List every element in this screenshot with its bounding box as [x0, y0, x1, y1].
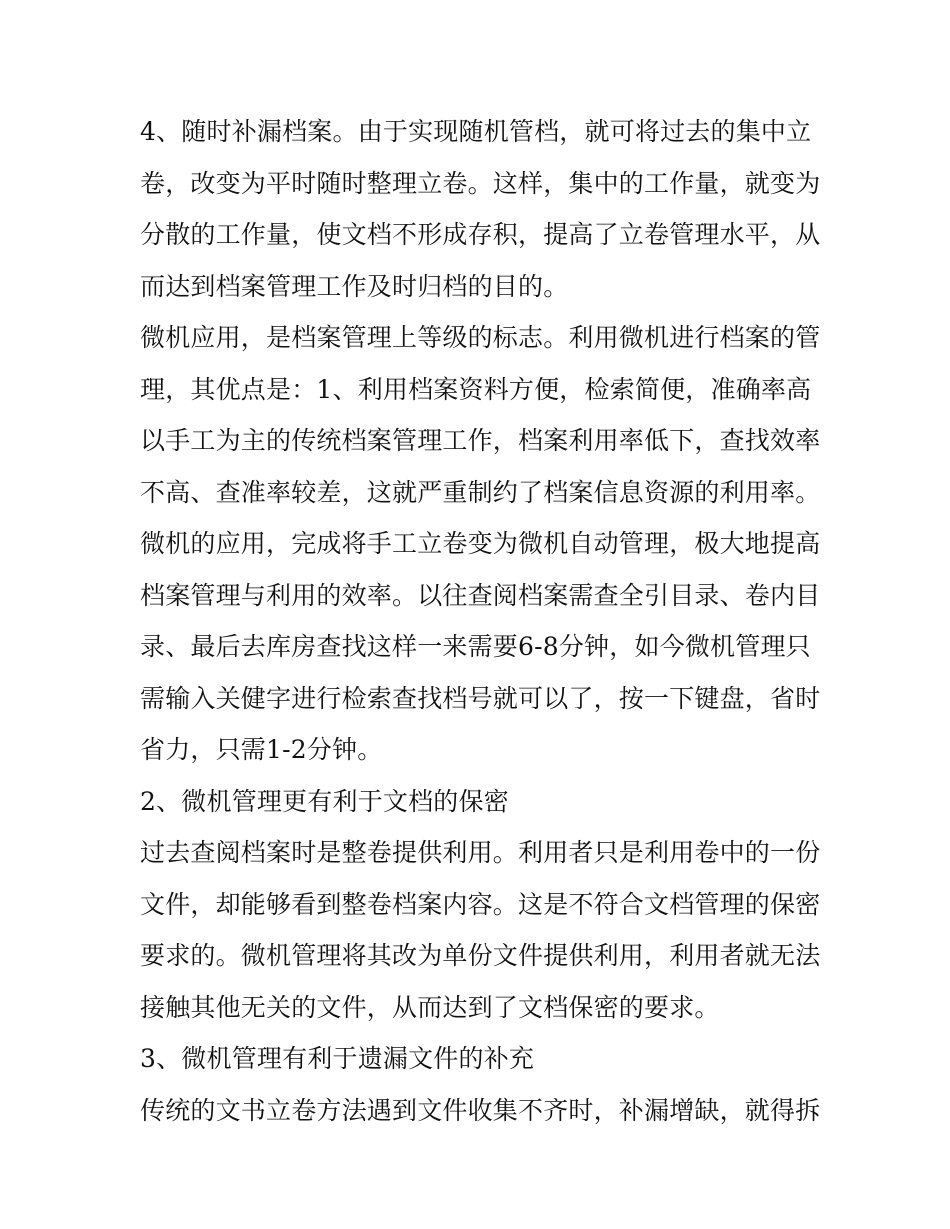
- section-heading: 3、微机管理有利于遗漏文件的补充: [140, 1044, 535, 1073]
- text-line: 录、最后去库房查找这样一来需要6-8分钟，如今微机管理只: [140, 632, 811, 661]
- text-line: 分散的工作量，使文档不形成存积，提高了立卷管理水平，从: [140, 220, 821, 249]
- text-line: 过去查阅档案时是整卷提供利用。利用者只是利用卷中的一份: [140, 838, 821, 867]
- text-line: 微机应用，是档案管理上等级的标志。利用微机进行档案的管: [140, 323, 821, 352]
- section-heading: 2、微机管理更有利于文档的保密: [140, 786, 509, 816]
- text-line: 要求的。微机管理将其改为单份文件提供利用，利用者就无法: [140, 941, 821, 970]
- text-line: 4、随时补漏档案。由于实现随机管档，就可将过去的集中立: [140, 117, 812, 146]
- text-line: 档案管理与利用的效率。以往查阅档案需查全引目录、卷内目: [140, 580, 821, 610]
- text-line: 理，其优点是：1、利用档案资料方便，检索简便，准确率高: [140, 374, 812, 404]
- text-line: 接触其他无关的文件，从而达到了文档保密的要求。: [140, 992, 720, 1022]
- text-line: 需输入关健字进行检索查找档号就可以了，按一下键盘，省时: [140, 683, 821, 713]
- text-line: 省力，只需1-2分钟。: [140, 735, 383, 764]
- text-line: 文件，却能够看到整卷档案内容。这是不符合文档管理的保密: [140, 889, 821, 919]
- text-line: 传统的文书立卷方法遇到文件收集不齐时，补漏增缺，就得拆: [140, 1095, 821, 1125]
- text-line: 以手工为主的传统档案管理工作，档案利用率低下，查找效率: [140, 426, 821, 455]
- text-line: 卷，改变为平时随时整理立卷。这样，集中的工作量，就变为: [140, 168, 821, 198]
- document-body: [140, 106, 820, 1136]
- text-line: 不高、查准率较差，这就严重制约了档案信息资源的利用率。: [140, 477, 821, 507]
- text-line: 微机的应用，完成将手工立卷变为微机自动管理，极大地提高: [140, 529, 821, 558]
- text-line: 而达到档案管理工作及时归档的目的。: [140, 271, 569, 301]
